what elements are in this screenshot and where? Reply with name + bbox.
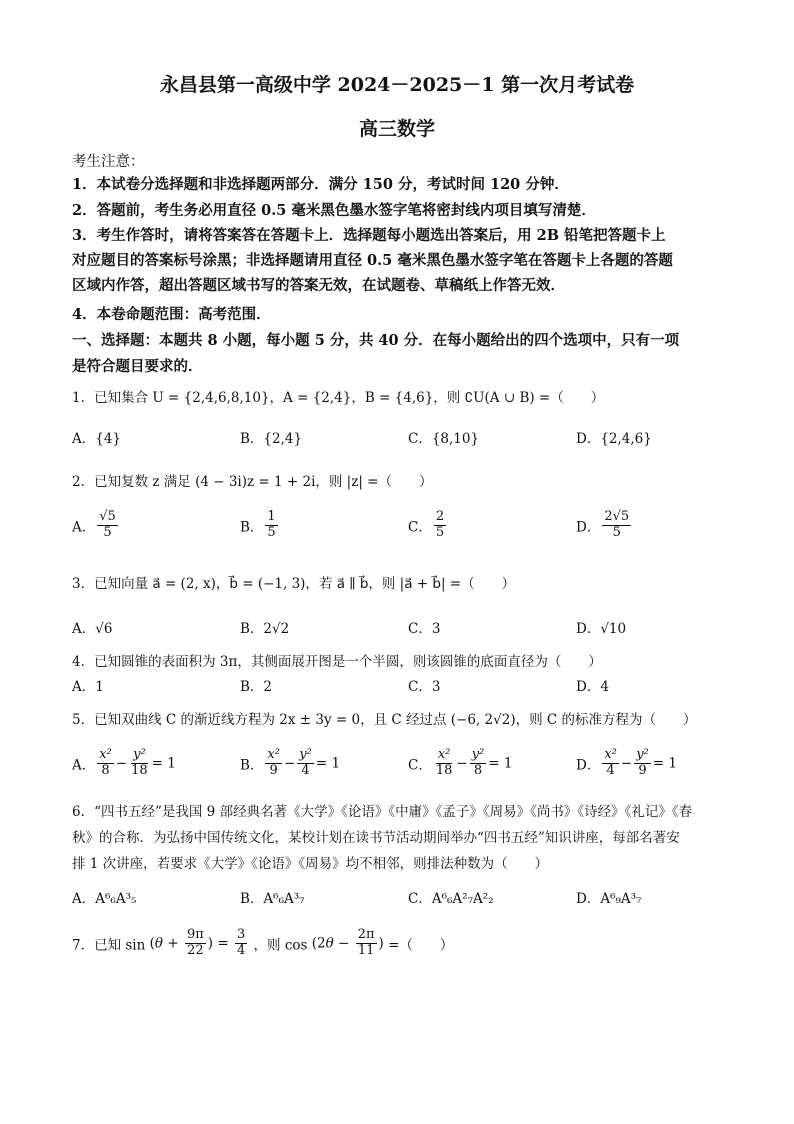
q2-b-numerator: 1 [267, 509, 276, 524]
q4-option-c: C．3 [408, 679, 441, 695]
q6-option-c: C．A⁶₆A²₇A²₂ [408, 891, 494, 907]
notice-item-4: 4．本卷命题范围：高考范围． [72, 306, 271, 323]
q2-option-d: D． $\frac{2√5}{5}$ [576, 509, 630, 540]
q4-option-b: B．2 [240, 679, 273, 695]
exam-subtitle: 高三数学 [358, 118, 435, 140]
q2-d-numerator: 2√5 [604, 509, 630, 524]
question-2-stem: 2．已知复数 z 满足 (4 − 3i)z = 1 + 2i，则 |z| =（ ） [72, 474, 433, 490]
section1-heading-cont: 是符合题目要求的． [72, 358, 203, 375]
notice-heading: 考生注意： [72, 154, 145, 170]
question-4-stem: 4．已知圆锥的表面积为 3π，其侧面展开图是一个半圆，则该圆锥的底面直径为（ ） [72, 654, 602, 670]
q5-option-c: C． $\frac{\text{x²}}{18}$ − $\frac{\text{y²}}{8}$ = 1 [408, 747, 513, 778]
q5-option-b: B． $\frac{\text{x²}}{9}$ − $\frac{\text{y²}}{4}$ = 1 [240, 747, 341, 778]
q3-option-a: A．√6 [72, 621, 113, 637]
q6-option-b: B．A⁶₆A³₇ [240, 891, 305, 907]
q2-c-denominator: 5 [435, 524, 445, 540]
question-6-line-1: 6．“四书五经”是我国 9 部经典名著《大学》《论语》《中庸》《孟子》《周易》《尚书》《诗经》《礼记》《春 [72, 804, 693, 820]
question-7-stem: 7．已知 sin (θ + $\frac{9\pi}{22}$ ) = $\frac{3}{4}$ ，则 cos (2θ − $\frac{2\pi}{11}$ ) =（ ） [72, 927, 454, 958]
question-1-stem: 1．已知集合 U = {2,4,6,8,10}，A = {2,4}，B = {4,6}，则 ∁U(A ∪ B) =（ ） [72, 390, 605, 406]
q4-option-d: D．4 [576, 679, 609, 695]
question-5-stem: 5．已知双曲线 C 的渐近线方程为 2x ± 3y = 0，且 C 经过点 (−6, 2√2)，则 C 的标准方程为（ ） [72, 712, 697, 728]
q1-option-c: C．{8,10} [408, 431, 480, 447]
notice-item-3-cont2: 区域内作答，超出答题区域书写的答案无效，在试题卷、草稿纸上作答无效． [72, 277, 565, 294]
q1-option-a: A．{4} [72, 431, 122, 447]
q2-a-denominator: 5 [103, 524, 112, 540]
q1-option-b: B．{2,4} [240, 431, 303, 447]
q2-c-numerator: 2 [435, 509, 445, 524]
q2-d-denominator: 5 [612, 524, 621, 540]
section1-heading: 一、选择题：本题共 8 小题，每小题 5 分，共 40 分．在每小题给出的四个选项中，只有一项 [72, 332, 680, 349]
q2-option-c: C． $\frac{2}{5}$ [408, 509, 445, 540]
q2-a-numerator: √5 [99, 509, 116, 524]
question-6-line-3: 排 1 次讲座，若要求《大学》《论语》《周易》均不相邻，则排法种数为（ ） [72, 856, 549, 872]
q6-option-d: D．A⁶₉A³₇ [576, 891, 642, 907]
q2-option-b: B． $\frac{1}{5}$ [240, 509, 276, 540]
question-6-line-2: 秋》的合称．为弘扬中国传统文化，某校计划在读书节活动期间举办“四书五经”知识讲座，每部名著安 [72, 830, 680, 846]
notice-item-1: 1．本试卷分选择题和非选择题两部分．满分 150 分，考试时间 120 分钟． [72, 176, 569, 193]
q5-option-d: D． $\frac{\text{x²}}{4}$ − $\frac{\text{y²}}{9}$ = 1 [576, 747, 677, 778]
q2-option-a: A． $\frac{√5}{5}$ [72, 509, 116, 540]
notice-item-3-cont: 对应题目的答案标号涂黑；非选择题请用直径 0.5 毫米黑色墨水签字笔在答题卡上各题的答题 [72, 252, 673, 269]
q2-b-denominator: 5 [267, 524, 276, 540]
q4-option-a: A．1 [72, 679, 104, 695]
q1-option-d: D．{2,4,6} [576, 431, 652, 447]
q3-option-d: D．√10 [576, 621, 627, 637]
notice-item-2: 2．答题前，考生务必用直径 0.5 毫米黑色墨水签字笔将密封线内项目填写清楚． [72, 202, 596, 219]
q3-option-b: B．2√2 [240, 621, 290, 637]
question-3-stem: 3．已知向量 a⃗ = (2, x)，b⃗ = (−1, 3)，若 a⃗ ∥ b⃗，则 |a⃗ + b⃗| =（ ） [72, 576, 516, 592]
exam-title: 永昌县第一高级中学 2024－2025－1 第一次月考试卷 [159, 74, 635, 96]
notice-item-3: 3．考生作答时，请将答案答在答题卡上．选择题每小题选出答案后，用 2B 铅笔把答题卡上 [72, 227, 666, 244]
q3-option-c: C．3 [408, 621, 441, 637]
q5-option-a: A． $\frac{\text{x²}}{8}$ − $\frac{\text{y²}}{18}$ = 1 [72, 747, 176, 778]
q6-option-a: A．A⁶₆A³₅ [72, 891, 137, 907]
